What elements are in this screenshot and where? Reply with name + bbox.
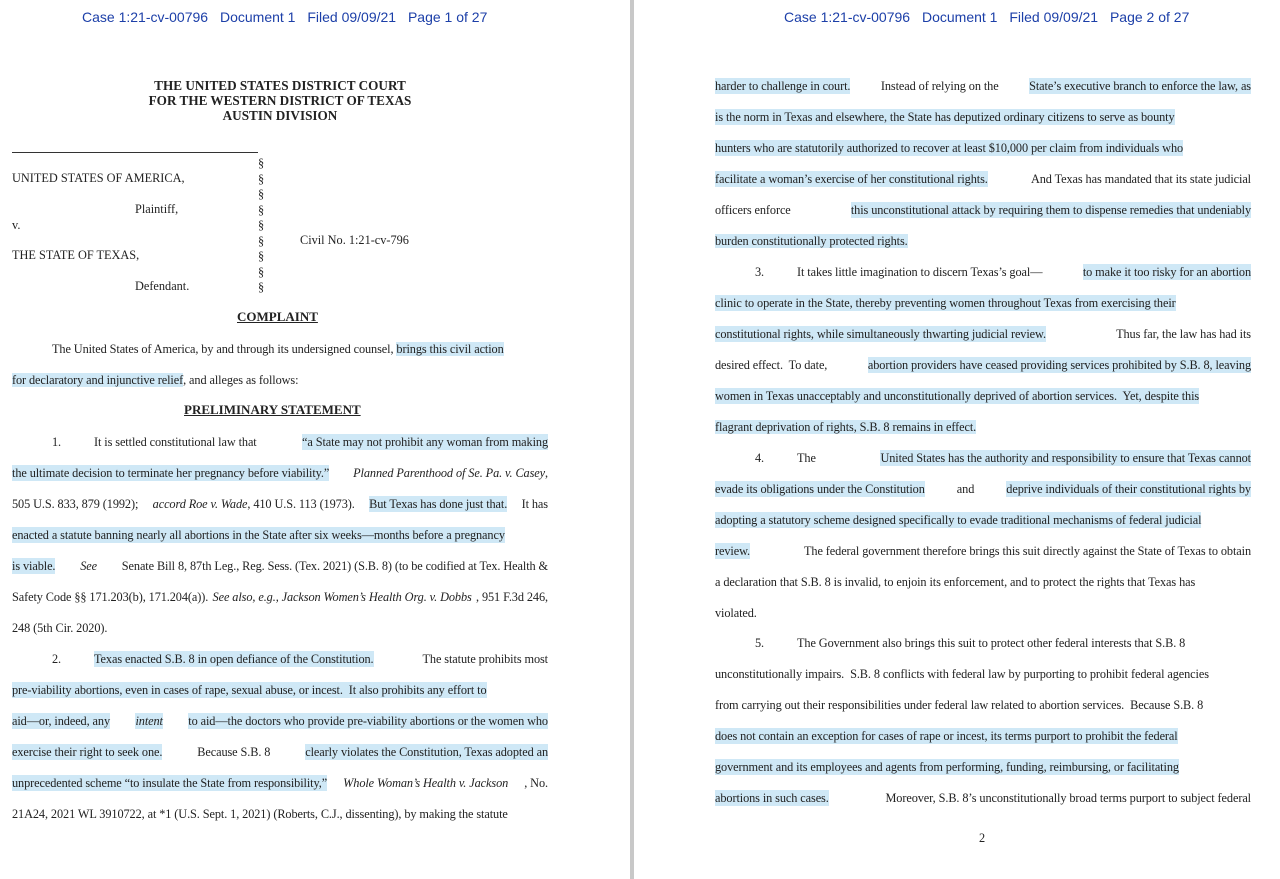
text-line: government and its employees and agents from performing, funding, reimbursing, or facilitating (715, 760, 1179, 774)
text-line: review. The federal government therefore brings this suit directly against the State of Texas to obtain (715, 544, 1251, 558)
intro-line: The United States of America, by and through its undersigned counsel, brings this civil action (52, 342, 504, 356)
versus: v. (12, 218, 21, 232)
header-page-number: Page 1 of 27 (407, 9, 488, 25)
page-header (784, 9, 1197, 25)
text-line: unconstitutionally impairs. S.B. 8 conflicts with federal law by purporting to prohibit federal agencies (715, 667, 1209, 681)
paragraph-number: 1. (52, 435, 62, 449)
text-line: 21A24, 2021 WL 3910722, at *1 (U.S. Sept. 1, 2021) (Roberts, C.J., dissenting), by making the statute (12, 807, 508, 821)
paragraph-number: 2. (52, 652, 62, 666)
paragraph-number: 3. (755, 265, 765, 279)
text-line: adopting a statutory scheme designed specifically to evade traditional mechanisms of federal judicial (715, 513, 1202, 527)
text-line: officers enforce this unconstitutional attack by requiring them to dispense remedies that undeniably (715, 203, 1251, 217)
text-line: aid—or, indeed, any intent to aid—the doctors who provide pre-viability abortions or the women who (12, 714, 548, 728)
header-document: Document 1 (219, 9, 296, 25)
header-filed-date: Filed 09/09/21 (307, 9, 397, 25)
text-line: exercise their right to seek one. Because S.B. 8 clearly violates the Constitution, Texas adopted an (12, 745, 548, 759)
header-case-number: Case 1:21-cv-00796 (82, 9, 209, 25)
text-line: facilitate a woman’s exercise of her constitutional rights. And Texas has mandated that its state judicial (715, 172, 1251, 186)
text-line: enacted a statute banning nearly all abortions in the State after six weeks—months before a pregnancy (12, 528, 505, 542)
defendant-name: THE STATE OF TEXAS, (12, 248, 140, 262)
text-line: The Government also brings this suit to protect other federal interests that S.B. 8 (797, 636, 1186, 650)
text-line: hunters who are statutorily authorized to recover at least $10,000 per claim from individuals who (715, 141, 1184, 155)
court-line-2: FOR THE WESTERN DISTRICT OF TEXAS (148, 93, 412, 108)
text-line: flagrant deprivation of rights, S.B. 8 remains in effect. (715, 420, 977, 434)
paragraph-number: 4. (755, 451, 765, 465)
text-line: the ultimate decision to terminate her pregnancy before viability.” Planned Parenthood of Se. Pa. v. Casey, (12, 466, 548, 480)
text-line: a declaration that S.B. 8 is invalid, to enjoin its enforcement, and to protect the rights that Texas has (715, 575, 1196, 589)
text-line: It takes little imagination to discern Texas’s goal— to make it too risky for an abortion (797, 265, 1251, 279)
text-line: evade its obligations under the Constitution and deprive individuals of their constitutional rights by (715, 482, 1251, 496)
text-line: from carrying out their responsibilities under federal law related to abortion services. Because S.B. 8 (715, 698, 1204, 712)
section-symbol-column: § § § § § § § § § (258, 156, 265, 294)
complaint-heading: COMPLAINT (237, 309, 318, 324)
text-line: abortions in such cases. Moreover, S.B. 8’s unconstitutionally broad terms purport to subject federal (715, 791, 1251, 805)
text-line: 505 U.S. 833, 879 (1992); accord Roe v. Wade, 410 U.S. 113 (1973). But Texas has done just that. It has (12, 497, 548, 511)
court-line-3: AUSTIN DIVISION (222, 108, 338, 123)
caption-rule (12, 152, 258, 153)
text-line: unprecedented scheme “to insulate the State from responsibility,” Whole Woman’s Health v. Jackson , No. (12, 776, 548, 790)
header-filed-date: Filed 09/09/21 (1009, 9, 1099, 25)
text-line: desired effect. To date, abortion providers have ceased providing services prohibited by S.B. 8, leaving (715, 358, 1251, 372)
header-document: Document 1 (921, 9, 998, 25)
page-number: 2 (979, 831, 986, 845)
text-line: Texas enacted S.B. 8 in open defiance of the Constitution. The statute prohibits most (94, 652, 548, 666)
text-line: burden constitutionally protected rights. (715, 234, 908, 248)
text-line: pre-viability abortions, even in cases of rape, sexual abuse, or incest. It also prohibits any effort to (12, 683, 487, 697)
header-case-number: Case 1:21-cv-00796 (784, 9, 911, 25)
defendant-role: Defendant. (135, 279, 190, 293)
text-line: women in Texas unacceptably and unconstitutionally deprived of abortion services. Yet, despite this (715, 389, 1200, 403)
text-line: is viable. See Senate Bill 8, 87th Leg., Reg. Sess. (Tex. 2021) (S.B. 8) (to be codified at Tex. Health & (12, 559, 548, 573)
document-page-1 (0, 0, 630, 879)
text-line: It is settled constitutional law that “a State may not prohibit any woman from making (94, 435, 548, 449)
page-header (82, 9, 495, 25)
preliminary-statement-heading: PRELIMINARY STATEMENT (184, 402, 361, 417)
text-line: 248 (5th Cir. 2020). (12, 621, 108, 635)
paragraph-number: 5. (755, 636, 765, 650)
intro-line: for declaratory and injunctive relief, and alleges as follows: (12, 373, 299, 387)
document-page-2 (634, 0, 1280, 879)
text-line: Safety Code §§ 171.203(b), 171.204(a)). See also, e.g., Jackson Women’s Health Org. v. Dobbs , 951 F.3d 246, (12, 590, 548, 604)
text-line: harder to challenge in court. Instead of relying on the State’s executive branch to enforce the law, as (715, 79, 1251, 93)
court-line-1: THE UNITED STATES DISTRICT COURT (154, 78, 406, 93)
text-line: The United States has the authority and responsibility to ensure that Texas cannot (797, 451, 1251, 465)
civil-number: Civil No. 1:21-cv-796 (300, 233, 409, 247)
text-line: does not contain an exception for cases of rape or incest, its terms purport to prohibit the federal (715, 729, 1178, 743)
plaintiff-name: UNITED STATES OF AMERICA, (12, 171, 185, 185)
text-line: constitutional rights, while simultaneously thwarting judicial review. Thus far, the law has had its (715, 327, 1251, 341)
plaintiff-role: Plaintiff, (135, 202, 179, 216)
court-title (80, 78, 480, 123)
header-page-number: Page 2 of 27 (1109, 9, 1190, 25)
text-line: clinic to operate in the State, thereby preventing women throughout Texas from exercising their (715, 296, 1176, 310)
text-line: violated. (715, 606, 757, 620)
text-line: is the norm in Texas and elsewhere, the State has deputized ordinary citizens to serve as bounty (715, 110, 1175, 124)
